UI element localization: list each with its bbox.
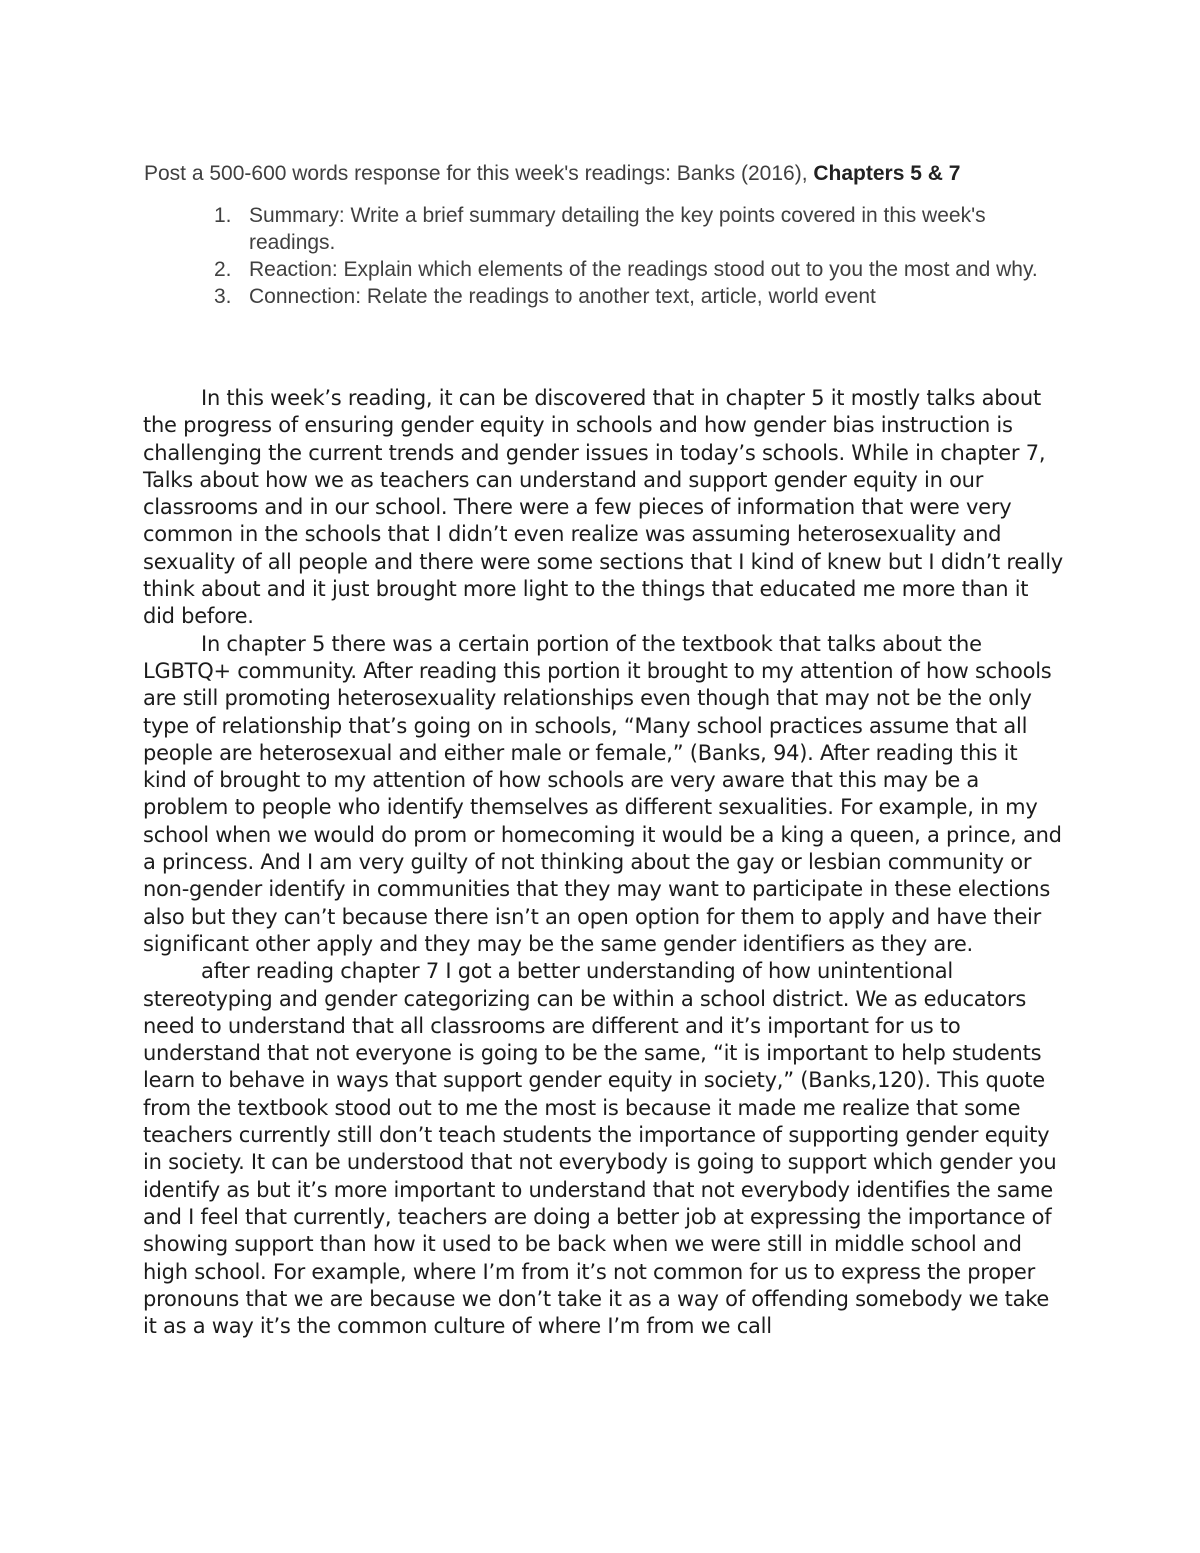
prompt-item-number: 2. [214,258,232,281]
prompt-heading-text: Post a 500-600 words response for this week's readings: Banks (2016), [144,162,814,185]
prompt-item-text: Summary: Write a brief summary detailing the key points covered in this week's readings. [249,204,986,254]
prompt-heading-chapters: Chapters 5 & 7 [813,162,961,185]
prompt-list [144,202,1074,310]
essay-paragraph: In this week’s reading, it can be discovered that in chapter 5 it mostly talks about the progress of ensuring gender equity in schools and how gender bias instruction is challenging the current trends and gender issues in today’s schools. While in chapter 7, Talks about how we as teachers can understand and support gender equity in our classrooms and in our school. There were a few pieces of information that were very common in the schools that I didn’t even realize was assuming heterosexuality and sexuality of all people and there were some sections that I kind of knew but I didn’t really think about and it just brought more light to the things that educated me more than it did before. [143,386,1063,629]
essay-paragraph: In chapter 5 there was a certain portion of the textbook that talks about the LGBTQ+ community. After reading this portion it brought to my attention of how schools are still promoting heterosexuality relationships even though that may not be the only type of relationship that’s going on in schools, “Many school practices assume that all people are heterosexual and either male or female,” (Banks, 94). After reading this it kind of brought to my attention of how schools are very aware that this may be a problem to people who identify themselves as different sexualities. For example, in my school when we would do prom or homecoming it would be a king a queen, a prince, and a princess. And I am very guilty of not thinking about the gay or lesbian community or non-gender identify in communities that they may want to participate in these elections also but they can’t because there isn’t an open option for them to apply and have their significant other apply and they may be the same gender identifiers as they are. [143,631,1062,956]
prompt-heading [144,160,1074,188]
assignment-prompt [144,160,1074,310]
prompt-item-number: 1. [214,204,232,227]
essay-paragraph: after reading chapter 7 I got a better understanding of how unintentional stereotyping and gender categorizing can be within a school district. We as educators need to understand that all classrooms are different and it’s important for us to understand that not everyone is going to be the same, “it is important to help students learn to behave in ways that support gender equity in society,” (Banks,120). This quote from the textbook stood out to me the most is because it made me realize that some teachers currently still don’t teach students the importance of supporting gender equity in society. It can be understood that not everybody is going to support which gender you identify as but it’s more important to understand that not everybody identifies the same and I feel that currently, teachers are doing a better job at expressing the importance of showing support than how it used to be back when we were still in middle school and high school. For example, where I’m from it’s not common for us to express the proper pronouns that we are because we don’t take it as a way of offending somebody we take it as a way it’s the common culture of where I’m from we call [143,959,1057,1339]
prompt-list-item [144,202,1074,256]
prompt-item-number: 3. [214,285,232,308]
prompt-item-text: Reaction: Explain which elements of the readings stood out to you the most and why. [249,258,1038,281]
prompt-list-item [144,256,1074,283]
essay-body [143,385,1063,1340]
prompt-list-item [144,283,1074,310]
prompt-item-text: Connection: Relate the readings to another text, article, world event [249,285,876,308]
